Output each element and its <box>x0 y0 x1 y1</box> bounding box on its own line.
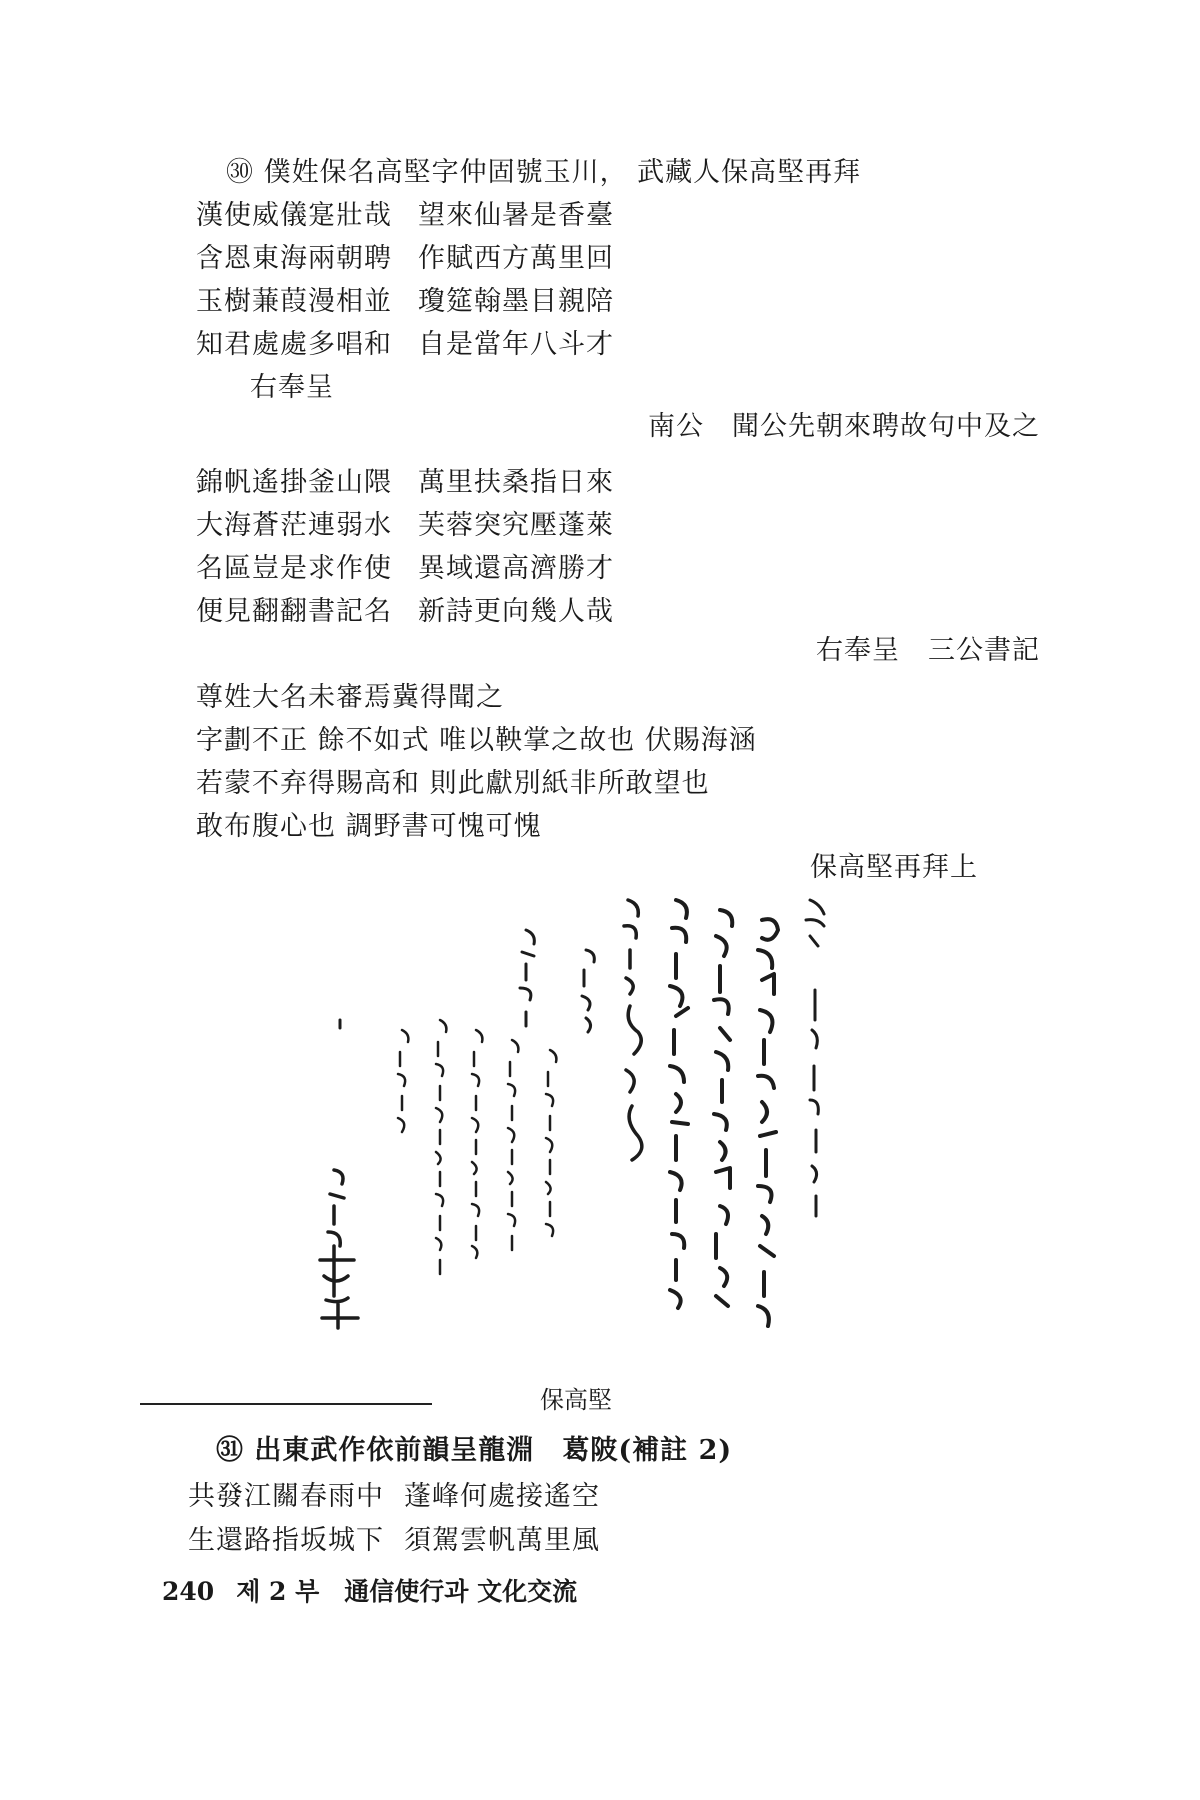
verse-first-half: 知君處處多唱和 <box>196 329 392 360</box>
verse-first-half: 名區豈是求作使 <box>196 553 392 584</box>
letter-line: 字劃不正 餘不如式 唯以鞅掌之故也 伏賜海涵 <box>196 725 757 756</box>
verse-line <box>196 322 614 361</box>
running-title: 제 2 부 通信使行과 文化交流 <box>236 1577 578 1606</box>
manuscript-caption: 保高堅 <box>540 1386 612 1414</box>
verse-second-half: 自是當年八斗才 <box>418 329 614 360</box>
verse-second-half: 萬里扶桑指日來 <box>418 467 614 498</box>
verse-second-half: 瓊筵翰墨目親陪 <box>418 286 614 317</box>
verse-first-half: 生還路指坂城下 <box>188 1525 384 1556</box>
nangong-closing: 右奉呈 三公書記 <box>816 635 1040 666</box>
page-footer <box>162 1572 577 1608</box>
letter-line: 尊姓大名未審焉冀得聞之 <box>196 682 504 713</box>
poem30-closing: 右奉呈 <box>250 372 334 403</box>
verse-line <box>196 236 614 275</box>
poem30-header: ㉚ 僕姓保名高堅字仲固號玉川， 武藏人保高堅再拜 <box>226 157 862 188</box>
verse-first-half: 錦帆遙掛釜山隈 <box>196 467 392 498</box>
verse-line <box>196 279 614 318</box>
verse-line <box>196 546 614 585</box>
verse-line <box>188 1518 600 1557</box>
verse-second-half: 望來仙暑是香臺 <box>418 200 614 231</box>
verse-second-half: 蓬峰何處接遙空 <box>404 1481 600 1512</box>
verse-second-half: 芙蓉突究壓蓬萊 <box>418 510 614 541</box>
verse-second-half: 異域還高濟勝才 <box>418 553 614 584</box>
verse-second-half: 作賦西方萬里回 <box>418 243 614 274</box>
verse-second-half: 新詩更向幾人哉 <box>418 596 614 627</box>
verse-first-half: 共發江關春雨中 <box>188 1481 384 1512</box>
letter-signature: 保高堅再拜上 <box>810 852 978 883</box>
letter-line: 敢布腹心也 調野書可愧可愧 <box>196 811 542 842</box>
verse-second-half: 須駕雲帆萬里風 <box>404 1525 600 1556</box>
verse-first-half: 大海蒼茫連弱水 <box>196 510 392 541</box>
verse-first-half: 漢使威儀寔壯哉 <box>196 200 392 231</box>
verse-line <box>196 460 614 499</box>
verse-line <box>196 589 614 628</box>
verse-first-half: 玉樹蒹葭漫相並 <box>196 286 392 317</box>
letter-line: 若蒙不弃得賜高和 則此獻別紙非所敢望也 <box>196 768 710 799</box>
calligraphy-manuscript-image <box>300 880 860 1380</box>
verse-line <box>196 503 614 542</box>
nangong-header: 南公 聞公先朝來聘故句中及之 <box>648 411 1040 442</box>
poem31-header: ㉛ 出東武作依前韻呈龍淵 葛陂(補註 2) <box>216 1435 733 1466</box>
footnote-divider <box>140 1403 432 1405</box>
page-number: 240 <box>162 1577 215 1606</box>
verse-first-half: 便見翻翻書記名 <box>196 596 392 627</box>
verse-first-half: 含恩東海兩朝聘 <box>196 243 392 274</box>
verse-line <box>196 193 614 232</box>
verse-line <box>188 1474 600 1513</box>
